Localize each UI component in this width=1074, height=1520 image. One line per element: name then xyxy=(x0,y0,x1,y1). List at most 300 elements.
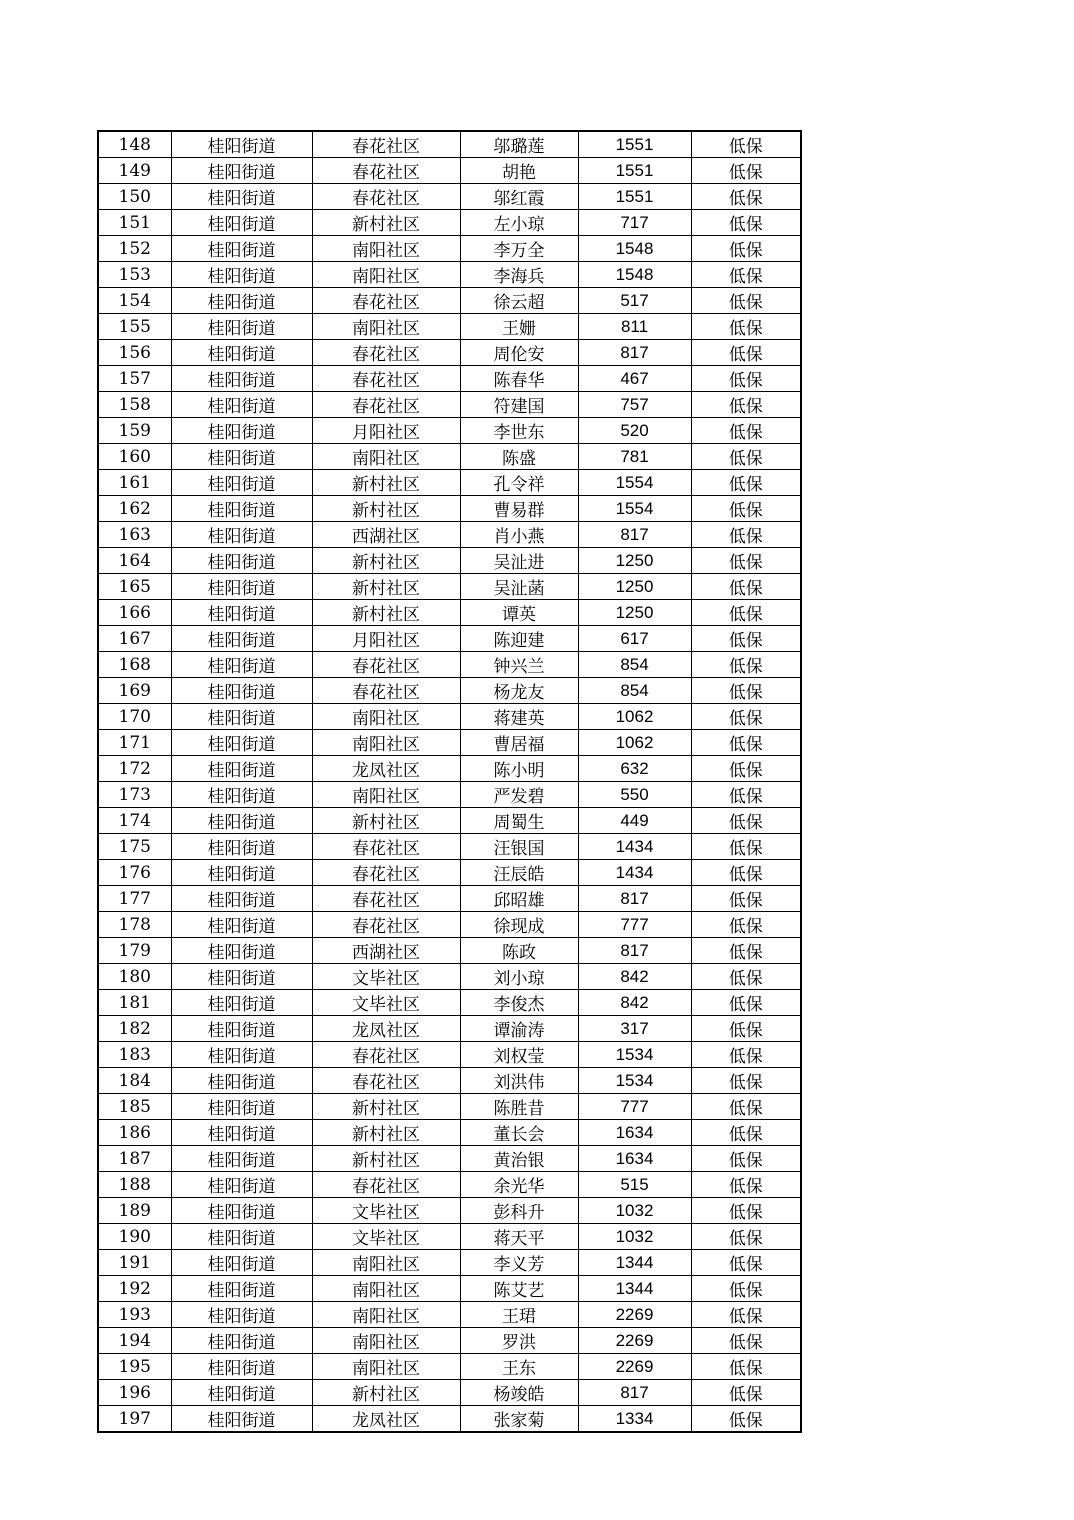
table-row xyxy=(98,860,801,886)
community-cell: 春花社区 xyxy=(312,678,460,704)
name-cell: 张家菊 xyxy=(460,1406,578,1433)
table-row xyxy=(98,1302,801,1328)
subdistrict-cell: 桂阳街道 xyxy=(171,756,312,782)
table-row xyxy=(98,678,801,704)
subdistrict-cell: 桂阳街道 xyxy=(171,522,312,548)
table-row xyxy=(98,990,801,1016)
table-row xyxy=(98,1146,801,1172)
amount-cell: 842 xyxy=(578,990,691,1016)
table-row xyxy=(98,756,801,782)
subdistrict-cell: 桂阳街道 xyxy=(171,1276,312,1302)
community-cell: 月阳社区 xyxy=(312,418,460,444)
table-row xyxy=(98,1224,801,1250)
name-cell: 邱昭雄 xyxy=(460,886,578,912)
subdistrict-cell: 桂阳街道 xyxy=(171,1120,312,1146)
category-cell: 低保 xyxy=(691,1094,801,1120)
community-cell: 新村社区 xyxy=(312,1380,460,1406)
subdistrict-cell: 桂阳街道 xyxy=(171,808,312,834)
name-cell: 杨龙友 xyxy=(460,678,578,704)
category-cell: 低保 xyxy=(691,496,801,522)
serial-number-cell: 186 xyxy=(98,1120,171,1146)
community-cell: 春花社区 xyxy=(312,912,460,938)
subdistrict-cell: 桂阳街道 xyxy=(171,236,312,262)
serial-number-cell: 184 xyxy=(98,1068,171,1094)
amount-cell: 1534 xyxy=(578,1042,691,1068)
name-cell: 左小琼 xyxy=(460,210,578,236)
subdistrict-cell: 桂阳街道 xyxy=(171,1406,312,1433)
subdistrict-cell: 桂阳街道 xyxy=(171,340,312,366)
name-cell: 刘洪伟 xyxy=(460,1068,578,1094)
serial-number-cell: 190 xyxy=(98,1224,171,1250)
table-row xyxy=(98,340,801,366)
name-cell: 刘权莹 xyxy=(460,1042,578,1068)
subdistrict-cell: 桂阳街道 xyxy=(171,210,312,236)
category-cell: 低保 xyxy=(691,236,801,262)
name-cell: 李义芳 xyxy=(460,1250,578,1276)
table-row xyxy=(98,470,801,496)
amount-cell: 1344 xyxy=(578,1276,691,1302)
category-cell: 低保 xyxy=(691,860,801,886)
amount-cell: 2269 xyxy=(578,1328,691,1354)
community-cell: 春花社区 xyxy=(312,131,460,158)
subdistrict-cell: 桂阳街道 xyxy=(171,1068,312,1094)
subdistrict-cell: 桂阳街道 xyxy=(171,574,312,600)
community-cell: 新村社区 xyxy=(312,548,460,574)
category-cell: 低保 xyxy=(691,418,801,444)
serial-number-cell: 189 xyxy=(98,1198,171,1224)
serial-number-cell: 150 xyxy=(98,184,171,210)
subdistrict-cell: 桂阳街道 xyxy=(171,1224,312,1250)
serial-number-cell: 181 xyxy=(98,990,171,1016)
amount-cell: 781 xyxy=(578,444,691,470)
amount-cell: 1250 xyxy=(578,548,691,574)
subdistrict-cell: 桂阳街道 xyxy=(171,626,312,652)
table-row xyxy=(98,1354,801,1380)
table-row xyxy=(98,184,801,210)
amount-cell: 1548 xyxy=(578,236,691,262)
category-cell: 低保 xyxy=(691,1250,801,1276)
amount-cell: 1062 xyxy=(578,704,691,730)
name-cell: 汪银国 xyxy=(460,834,578,860)
category-cell: 低保 xyxy=(691,626,801,652)
subdistrict-cell: 桂阳街道 xyxy=(171,131,312,158)
community-cell: 南阳社区 xyxy=(312,1354,460,1380)
serial-number-cell: 173 xyxy=(98,782,171,808)
name-cell: 罗洪 xyxy=(460,1328,578,1354)
community-cell: 新村社区 xyxy=(312,574,460,600)
table-row xyxy=(98,600,801,626)
serial-number-cell: 162 xyxy=(98,496,171,522)
subdistrict-cell: 桂阳街道 xyxy=(171,548,312,574)
amount-cell: 1551 xyxy=(578,131,691,158)
community-cell: 春花社区 xyxy=(312,1042,460,1068)
amount-cell: 1032 xyxy=(578,1224,691,1250)
category-cell: 低保 xyxy=(691,574,801,600)
community-cell: 南阳社区 xyxy=(312,1328,460,1354)
serial-number-cell: 166 xyxy=(98,600,171,626)
category-cell: 低保 xyxy=(691,1146,801,1172)
amount-cell: 1634 xyxy=(578,1120,691,1146)
category-cell: 低保 xyxy=(691,1068,801,1094)
amount-cell: 617 xyxy=(578,626,691,652)
name-cell: 孔令祥 xyxy=(460,470,578,496)
category-cell: 低保 xyxy=(691,1302,801,1328)
subdistrict-cell: 桂阳街道 xyxy=(171,1042,312,1068)
subdistrict-cell: 桂阳街道 xyxy=(171,990,312,1016)
community-cell: 南阳社区 xyxy=(312,704,460,730)
name-cell: 王东 xyxy=(460,1354,578,1380)
name-cell: 陈春华 xyxy=(460,366,578,392)
community-cell: 春花社区 xyxy=(312,834,460,860)
serial-number-cell: 196 xyxy=(98,1380,171,1406)
amount-cell: 1548 xyxy=(578,262,691,288)
name-cell: 李万全 xyxy=(460,236,578,262)
name-cell: 杨竣皓 xyxy=(460,1380,578,1406)
table-row xyxy=(98,314,801,340)
subdistrict-cell: 桂阳街道 xyxy=(171,912,312,938)
serial-number-cell: 191 xyxy=(98,1250,171,1276)
table-row xyxy=(98,366,801,392)
amount-cell: 317 xyxy=(578,1016,691,1042)
table-row xyxy=(98,704,801,730)
amount-cell: 632 xyxy=(578,756,691,782)
amount-cell: 515 xyxy=(578,1172,691,1198)
community-cell: 南阳社区 xyxy=(312,262,460,288)
subdistrict-cell: 桂阳街道 xyxy=(171,418,312,444)
community-cell: 月阳社区 xyxy=(312,626,460,652)
table-row xyxy=(98,392,801,418)
community-cell: 南阳社区 xyxy=(312,1250,460,1276)
community-cell: 新村社区 xyxy=(312,470,460,496)
serial-number-cell: 172 xyxy=(98,756,171,782)
category-cell: 低保 xyxy=(691,392,801,418)
subdistrict-cell: 桂阳街道 xyxy=(171,1016,312,1042)
serial-number-cell: 176 xyxy=(98,860,171,886)
amount-cell: 811 xyxy=(578,314,691,340)
category-cell: 低保 xyxy=(691,1120,801,1146)
table-row xyxy=(98,782,801,808)
subdistrict-cell: 桂阳街道 xyxy=(171,782,312,808)
serial-number-cell: 187 xyxy=(98,1146,171,1172)
relief-roster-table xyxy=(97,130,802,1433)
serial-number-cell: 183 xyxy=(98,1042,171,1068)
table-row xyxy=(98,834,801,860)
category-cell: 低保 xyxy=(691,1380,801,1406)
name-cell: 胡艳 xyxy=(460,158,578,184)
amount-cell: 817 xyxy=(578,522,691,548)
table-row xyxy=(98,964,801,990)
serial-number-cell: 148 xyxy=(98,131,171,158)
serial-number-cell: 158 xyxy=(98,392,171,418)
serial-number-cell: 178 xyxy=(98,912,171,938)
amount-cell: 449 xyxy=(578,808,691,834)
serial-number-cell: 159 xyxy=(98,418,171,444)
amount-cell: 1062 xyxy=(578,730,691,756)
serial-number-cell: 149 xyxy=(98,158,171,184)
subdistrict-cell: 桂阳街道 xyxy=(171,1250,312,1276)
table-row xyxy=(98,1198,801,1224)
category-cell: 低保 xyxy=(691,340,801,366)
amount-cell: 1250 xyxy=(578,600,691,626)
community-cell: 南阳社区 xyxy=(312,444,460,470)
table-row xyxy=(98,210,801,236)
category-cell: 低保 xyxy=(691,834,801,860)
amount-cell: 1250 xyxy=(578,574,691,600)
table-row xyxy=(98,1380,801,1406)
category-cell: 低保 xyxy=(691,600,801,626)
name-cell: 陈艾艺 xyxy=(460,1276,578,1302)
table-row xyxy=(98,1068,801,1094)
amount-cell: 842 xyxy=(578,964,691,990)
community-cell: 春花社区 xyxy=(312,886,460,912)
community-cell: 新村社区 xyxy=(312,1094,460,1120)
community-cell: 春花社区 xyxy=(312,158,460,184)
community-cell: 龙凤社区 xyxy=(312,1016,460,1042)
category-cell: 低保 xyxy=(691,522,801,548)
amount-cell: 757 xyxy=(578,392,691,418)
category-cell: 低保 xyxy=(691,131,801,158)
table-row xyxy=(98,574,801,600)
subdistrict-cell: 桂阳街道 xyxy=(171,730,312,756)
community-cell: 南阳社区 xyxy=(312,782,460,808)
name-cell: 李俊杰 xyxy=(460,990,578,1016)
subdistrict-cell: 桂阳街道 xyxy=(171,834,312,860)
serial-number-cell: 192 xyxy=(98,1276,171,1302)
subdistrict-cell: 桂阳街道 xyxy=(171,392,312,418)
community-cell: 新村社区 xyxy=(312,600,460,626)
category-cell: 低保 xyxy=(691,1172,801,1198)
table-body xyxy=(98,131,801,1432)
table-row xyxy=(98,158,801,184)
name-cell: 余光华 xyxy=(460,1172,578,1198)
subdistrict-cell: 桂阳街道 xyxy=(171,496,312,522)
amount-cell: 777 xyxy=(578,1094,691,1120)
category-cell: 低保 xyxy=(691,1276,801,1302)
category-cell: 低保 xyxy=(691,444,801,470)
community-cell: 春花社区 xyxy=(312,392,460,418)
category-cell: 低保 xyxy=(691,288,801,314)
amount-cell: 817 xyxy=(578,886,691,912)
table-row xyxy=(98,1406,801,1433)
community-cell: 文毕社区 xyxy=(312,990,460,1016)
table-row xyxy=(98,808,801,834)
community-cell: 春花社区 xyxy=(312,366,460,392)
serial-number-cell: 177 xyxy=(98,886,171,912)
amount-cell: 550 xyxy=(578,782,691,808)
name-cell: 陈迎建 xyxy=(460,626,578,652)
community-cell: 西湖社区 xyxy=(312,938,460,964)
community-cell: 春花社区 xyxy=(312,184,460,210)
subdistrict-cell: 桂阳街道 xyxy=(171,470,312,496)
table-row xyxy=(98,886,801,912)
amount-cell: 1534 xyxy=(578,1068,691,1094)
community-cell: 文毕社区 xyxy=(312,1224,460,1250)
table-row xyxy=(98,1042,801,1068)
table-row xyxy=(98,262,801,288)
name-cell: 徐现成 xyxy=(460,912,578,938)
amount-cell: 1554 xyxy=(578,470,691,496)
table-row xyxy=(98,1328,801,1354)
amount-cell: 1551 xyxy=(578,184,691,210)
community-cell: 龙凤社区 xyxy=(312,1406,460,1433)
name-cell: 汪辰皓 xyxy=(460,860,578,886)
amount-cell: 520 xyxy=(578,418,691,444)
community-cell: 南阳社区 xyxy=(312,236,460,262)
amount-cell: 517 xyxy=(578,288,691,314)
community-cell: 新村社区 xyxy=(312,808,460,834)
subdistrict-cell: 桂阳街道 xyxy=(171,938,312,964)
community-cell: 新村社区 xyxy=(312,1146,460,1172)
subdistrict-cell: 桂阳街道 xyxy=(171,1354,312,1380)
table-row xyxy=(98,1120,801,1146)
community-cell: 新村社区 xyxy=(312,496,460,522)
name-cell: 邬璐莲 xyxy=(460,131,578,158)
category-cell: 低保 xyxy=(691,808,801,834)
subdistrict-cell: 桂阳街道 xyxy=(171,964,312,990)
subdistrict-cell: 桂阳街道 xyxy=(171,678,312,704)
category-cell: 低保 xyxy=(691,912,801,938)
amount-cell: 777 xyxy=(578,912,691,938)
subdistrict-cell: 桂阳街道 xyxy=(171,652,312,678)
category-cell: 低保 xyxy=(691,210,801,236)
subdistrict-cell: 桂阳街道 xyxy=(171,366,312,392)
name-cell: 陈盛 xyxy=(460,444,578,470)
amount-cell: 2269 xyxy=(578,1302,691,1328)
table-row xyxy=(98,730,801,756)
category-cell: 低保 xyxy=(691,470,801,496)
name-cell: 曹易群 xyxy=(460,496,578,522)
name-cell: 陈小明 xyxy=(460,756,578,782)
community-cell: 南阳社区 xyxy=(312,730,460,756)
serial-number-cell: 164 xyxy=(98,548,171,574)
amount-cell: 2269 xyxy=(578,1354,691,1380)
name-cell: 吴沚菡 xyxy=(460,574,578,600)
category-cell: 低保 xyxy=(691,1354,801,1380)
table-row xyxy=(98,444,801,470)
table-row xyxy=(98,288,801,314)
name-cell: 邬红霞 xyxy=(460,184,578,210)
serial-number-cell: 160 xyxy=(98,444,171,470)
name-cell: 徐云超 xyxy=(460,288,578,314)
category-cell: 低保 xyxy=(691,730,801,756)
name-cell: 王珺 xyxy=(460,1302,578,1328)
category-cell: 低保 xyxy=(691,1042,801,1068)
serial-number-cell: 197 xyxy=(98,1406,171,1433)
category-cell: 低保 xyxy=(691,782,801,808)
serial-number-cell: 167 xyxy=(98,626,171,652)
serial-number-cell: 161 xyxy=(98,470,171,496)
table-row xyxy=(98,626,801,652)
amount-cell: 717 xyxy=(578,210,691,236)
name-cell: 蒋建英 xyxy=(460,704,578,730)
name-cell: 严发碧 xyxy=(460,782,578,808)
serial-number-cell: 168 xyxy=(98,652,171,678)
category-cell: 低保 xyxy=(691,1198,801,1224)
community-cell: 春花社区 xyxy=(312,652,460,678)
name-cell: 周伦安 xyxy=(460,340,578,366)
name-cell: 王姗 xyxy=(460,314,578,340)
table-row xyxy=(98,1276,801,1302)
category-cell: 低保 xyxy=(691,964,801,990)
table-row xyxy=(98,1250,801,1276)
community-cell: 龙凤社区 xyxy=(312,756,460,782)
table-row xyxy=(98,1172,801,1198)
category-cell: 低保 xyxy=(691,704,801,730)
community-cell: 文毕社区 xyxy=(312,964,460,990)
name-cell: 陈政 xyxy=(460,938,578,964)
name-cell: 李世东 xyxy=(460,418,578,444)
name-cell: 黄治银 xyxy=(460,1146,578,1172)
serial-number-cell: 171 xyxy=(98,730,171,756)
amount-cell: 1434 xyxy=(578,860,691,886)
serial-number-cell: 188 xyxy=(98,1172,171,1198)
community-cell: 新村社区 xyxy=(312,210,460,236)
category-cell: 低保 xyxy=(691,366,801,392)
subdistrict-cell: 桂阳街道 xyxy=(171,288,312,314)
table-row xyxy=(98,418,801,444)
serial-number-cell: 182 xyxy=(98,1016,171,1042)
amount-cell: 1032 xyxy=(578,1198,691,1224)
name-cell: 李海兵 xyxy=(460,262,578,288)
serial-number-cell: 175 xyxy=(98,834,171,860)
category-cell: 低保 xyxy=(691,938,801,964)
category-cell: 低保 xyxy=(691,756,801,782)
category-cell: 低保 xyxy=(691,990,801,1016)
category-cell: 低保 xyxy=(691,184,801,210)
serial-number-cell: 170 xyxy=(98,704,171,730)
community-cell: 春花社区 xyxy=(312,1068,460,1094)
subdistrict-cell: 桂阳街道 xyxy=(171,184,312,210)
subdistrict-cell: 桂阳街道 xyxy=(171,314,312,340)
serial-number-cell: 165 xyxy=(98,574,171,600)
subdistrict-cell: 桂阳街道 xyxy=(171,860,312,886)
name-cell: 钟兴兰 xyxy=(460,652,578,678)
table-row xyxy=(98,912,801,938)
serial-number-cell: 157 xyxy=(98,366,171,392)
table-row xyxy=(98,236,801,262)
amount-cell: 817 xyxy=(578,1380,691,1406)
name-cell: 董长会 xyxy=(460,1120,578,1146)
community-cell: 春花社区 xyxy=(312,340,460,366)
amount-cell: 1334 xyxy=(578,1406,691,1433)
subdistrict-cell: 桂阳街道 xyxy=(171,1302,312,1328)
community-cell: 新村社区 xyxy=(312,1120,460,1146)
category-cell: 低保 xyxy=(691,1224,801,1250)
category-cell: 低保 xyxy=(691,652,801,678)
amount-cell: 1434 xyxy=(578,834,691,860)
community-cell: 春花社区 xyxy=(312,288,460,314)
serial-number-cell: 180 xyxy=(98,964,171,990)
subdistrict-cell: 桂阳街道 xyxy=(171,1198,312,1224)
subdistrict-cell: 桂阳街道 xyxy=(171,1094,312,1120)
name-cell: 肖小燕 xyxy=(460,522,578,548)
community-cell: 西湖社区 xyxy=(312,522,460,548)
subdistrict-cell: 桂阳街道 xyxy=(171,1146,312,1172)
table-row xyxy=(98,131,801,158)
amount-cell: 817 xyxy=(578,340,691,366)
name-cell: 彭科升 xyxy=(460,1198,578,1224)
serial-number-cell: 153 xyxy=(98,262,171,288)
table-row xyxy=(98,548,801,574)
amount-cell: 1554 xyxy=(578,496,691,522)
community-cell: 春花社区 xyxy=(312,1172,460,1198)
table-row xyxy=(98,1016,801,1042)
subdistrict-cell: 桂阳街道 xyxy=(171,704,312,730)
category-cell: 低保 xyxy=(691,262,801,288)
serial-number-cell: 154 xyxy=(98,288,171,314)
name-cell: 吴沚进 xyxy=(460,548,578,574)
subdistrict-cell: 桂阳街道 xyxy=(171,1328,312,1354)
